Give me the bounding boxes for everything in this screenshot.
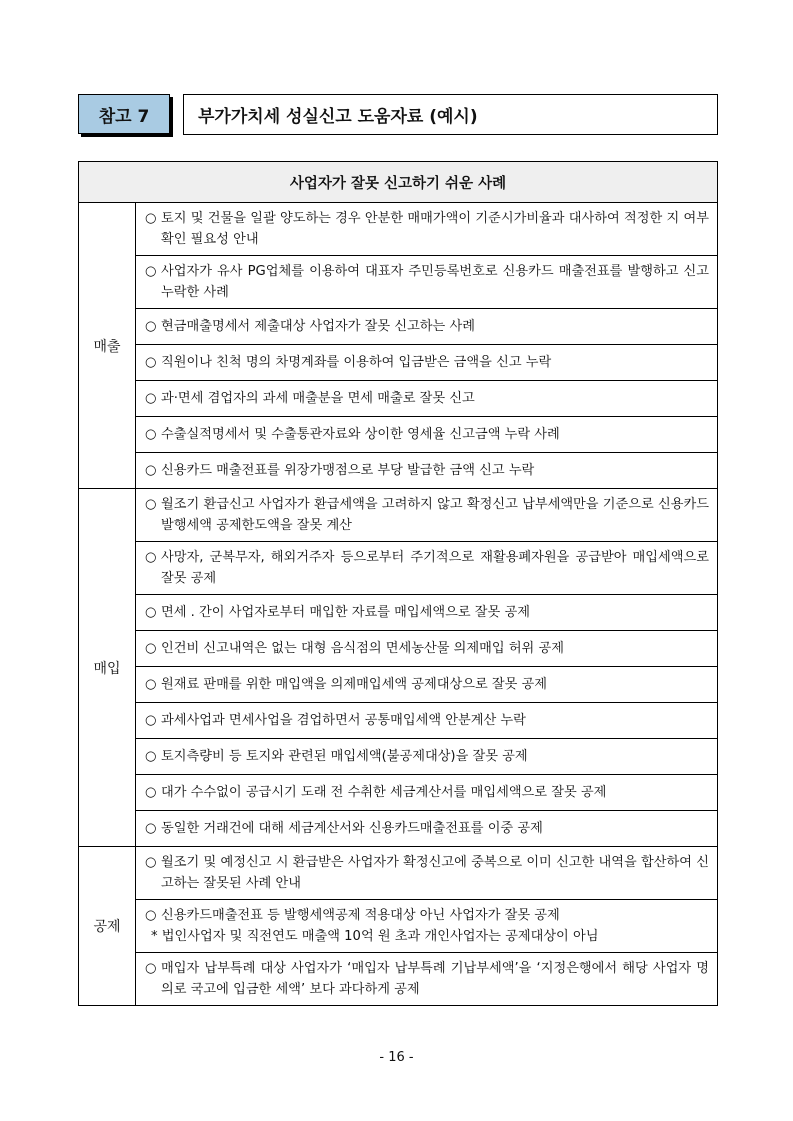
table-row: [79, 453, 718, 489]
list-item: ○ 월조기 및 예정신고 시 환급받은 사업자가 확정신고에 중복으로 이미 신고한 내역을 합산하여 신고하는 잘못된 사례 안내: [136, 847, 718, 900]
bullet-icon: ○: [145, 319, 157, 334]
list-item: ○ 직원이나 친척 명의 차명계좌를 이용하여 입금받은 금액을 신고 누락: [136, 345, 718, 381]
bullet-icon: ○: [145, 605, 157, 620]
list-item: ○ 매입자 납부특례 대상 사업자가 ‘매입자 납부특례 기납부세액’을 ‘지정은행에서 해당 사업자 명의로 국고에 입금한 세액’ 보다 과다하게 공제: [136, 953, 718, 1006]
table-row: [79, 703, 718, 739]
bullet-icon: ○: [145, 908, 157, 923]
list-item: ○ 사업자가 유사 PG업체를 이용하여 대표자 주민등록번호로 신용카드 매출전표를 발행하고 신고 누락한 사례: [136, 256, 718, 309]
table-row: [79, 811, 718, 847]
category-sales: 매출: [79, 203, 136, 489]
table-row: [79, 345, 718, 381]
list-item: ○ 현금매출명세서 제출대상 사업자가 잘못 신고하는 사례: [136, 309, 718, 345]
bullet-icon: ○: [145, 821, 157, 836]
table-row: [79, 542, 718, 595]
list-item: ○ 동일한 거래건에 대해 세금계산서와 신용카드매출전표를 이중 공제: [136, 811, 718, 847]
list-item: ○ 월조기 환급신고 사업자가 환급세액을 고려하지 않고 확정신고 납부세액만을 기준으로 신용카드 발행세액 공제한도액을 잘못 계산: [136, 489, 718, 542]
table-row: [79, 417, 718, 453]
bullet-icon: ○: [145, 961, 157, 976]
table-row: [79, 900, 718, 953]
bullet-icon: ○: [145, 785, 157, 800]
table-row: [79, 739, 718, 775]
category-purchase: 매입: [79, 489, 136, 847]
bullet-icon: ○: [145, 391, 157, 406]
list-item: ○ 대가 수수없이 공급시기 도래 전 수취한 세금계산서를 매입세액으로 잘못 공제: [136, 775, 718, 811]
table-header-row: [79, 162, 718, 203]
list-item: ○ 사망자, 군복무자, 해외거주자 등으로부터 주기적으로 재활용폐자원을 공급받아 매입세액으로 잘못 공제: [136, 542, 718, 595]
list-item: ○ 과·면세 겸업자의 과세 매출분을 면세 매출로 잘못 신고: [136, 381, 718, 417]
bullet-icon: ○: [145, 355, 157, 370]
list-item: ○ 과세사업과 면세사업을 겸업하면서 공통매입세액 안분계산 누락: [136, 703, 718, 739]
reference-badge: 참고 7: [78, 94, 170, 134]
table-heading: 사업자가 잘못 신고하기 쉬운 사례: [79, 162, 718, 203]
table-row: [79, 847, 718, 900]
bullet-icon: ○: [145, 211, 157, 226]
cases-table: [78, 161, 718, 1006]
table-row: [79, 667, 718, 703]
table-row: [79, 203, 718, 256]
bullet-icon: ○: [145, 497, 157, 512]
bullet-icon: ○: [145, 463, 157, 478]
table-row: [79, 381, 718, 417]
footnote: * 법인사업자 및 직전연도 매출액 10억 원 초과 개인사업자는 공제대상이 아님: [151, 929, 599, 944]
page-title: 부가가치세 성실신고 도움자료 (예시): [183, 94, 718, 135]
table-row: [79, 489, 718, 542]
bullet-icon: ○: [145, 550, 157, 565]
table-row: [79, 953, 718, 1006]
list-item: ○ 토지측량비 등 토지와 관련된 매입세액(불공제대상)을 잘못 공제: [136, 739, 718, 775]
list-item: ○ 면세 . 간이 사업자로부터 매입한 자료를 매입세액으로 잘못 공제: [136, 595, 718, 631]
bullet-icon: ○: [145, 264, 157, 279]
page-number: - 16 -: [379, 1050, 414, 1065]
bullet-icon: ○: [145, 641, 157, 656]
bullet-icon: ○: [145, 749, 157, 764]
bullet-icon: ○: [145, 427, 157, 442]
table-row: [79, 595, 718, 631]
table-row: [79, 256, 718, 309]
bullet-icon: ○: [145, 713, 157, 728]
list-item: ○ 인건비 신고내역은 없는 대형 음식점의 면세농산물 의제매입 허위 공제: [136, 631, 718, 667]
table-row: [79, 309, 718, 345]
list-item: ○ 토지 및 건물을 일괄 양도하는 경우 안분한 매매가액이 기준시가비율과 대사하여 적정한 지 여부 확인 필요성 안내: [136, 203, 718, 256]
list-item: ○ 신용카드 매출전표를 위장가맹점으로 부당 발급한 금액 신고 누락: [136, 453, 718, 489]
list-item: ○ 원재료 판매를 위한 매입액을 의제매입세액 공제대상으로 잘못 공제: [136, 667, 718, 703]
bullet-icon: ○: [145, 677, 157, 692]
list-item: ○ 신용카드매출전표 등 발행세액공제 적용대상 아닌 사업자가 잘못 공제 * 법인사업자 및 직전연도 매출액 10억 원 초과 개인사업자는 공제대상이 아님: [136, 900, 718, 953]
category-deduction: 공제: [79, 847, 136, 1006]
table-row: [79, 775, 718, 811]
table-row: [79, 631, 718, 667]
list-item: ○ 수출실적명세서 및 수출통관자료와 상이한 영세율 신고금액 누락 사례: [136, 417, 718, 453]
bullet-icon: ○: [145, 855, 157, 870]
